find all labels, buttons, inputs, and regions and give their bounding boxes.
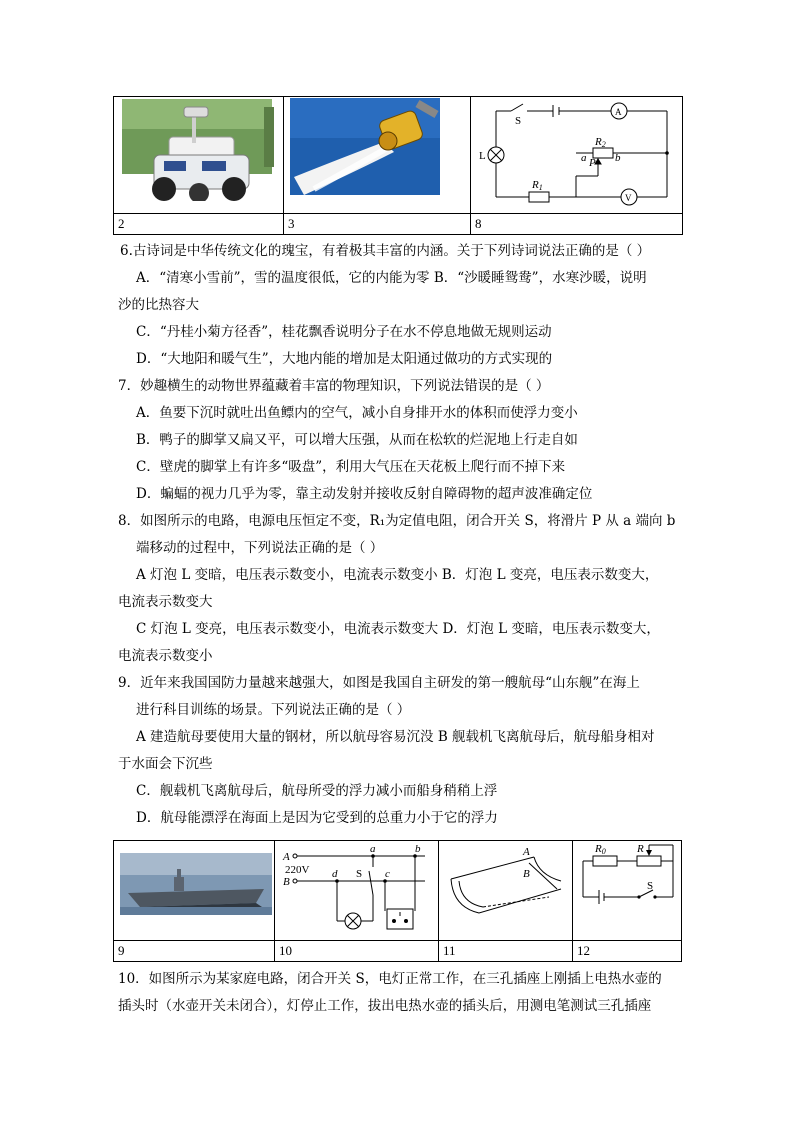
caption-9: 9: [114, 941, 275, 962]
question-9-stem-cont: 进行科目训练的场景。下列说法正确的是（ ）: [136, 702, 411, 718]
question-9-option-a-b: A 建造航母要使用大量的钢材，所以航母容易沉没 B 舰载机飞离航母后，航母船身相对: [136, 729, 655, 745]
trough-diagram-11: [439, 841, 572, 940]
question-7-option-b: B．鸭子的脚掌又扁又平，可以增大压强，从而在松软的烂泥地上行走自如: [136, 432, 578, 448]
switch-s12-label: S: [647, 880, 654, 892]
question-9-option-b-cont: 于水面会下沉些: [118, 756, 213, 772]
figure-table-top: [113, 96, 683, 235]
r0-label: R0: [595, 843, 606, 856]
question-6-option-b-cont: 沙的比热容大: [118, 297, 199, 313]
switch-label: S: [515, 115, 522, 127]
caption-3: 3: [284, 214, 471, 235]
question-8-stem-cont: 端移动的过程中，下列说法正确的是（ ）: [136, 540, 384, 556]
r1-label: R1: [532, 179, 543, 192]
figure-table-bottom: [113, 840, 682, 962]
caption-11: 11: [439, 941, 573, 962]
question-6-option-a-b: A．“清寒小雪前”，雪的温度很低，它的内能为零 B．“沙暖睡鸳鸯”，水寒沙暖，说明: [136, 270, 647, 286]
question-6-option-d: D．“大地阳和暖气生”，大地内能的增加是太阳通过做功的方式实现的: [136, 351, 553, 367]
terminal-b-label: B: [283, 876, 290, 888]
figure-cell-9: [114, 841, 275, 941]
question-7-option-c: C．壁虎的脚掌上有许多“吸盘”，利用大气压在天花板上爬行而不掉下来: [136, 459, 566, 475]
slider-p-label: P: [589, 157, 596, 169]
r2-label: R2: [595, 136, 606, 149]
question-7-option-d: D．蝙蝠的视力几乎为零，靠主动发射并接收反射自障碍物的超声波准确定位: [136, 486, 593, 502]
switch-s-label: S: [356, 868, 363, 880]
question-6-option-c: C．“丹桂小菊方径香”，桂花飘香说明分子在水不停息地做无规则运动: [136, 324, 552, 340]
caption-12: 12: [573, 941, 682, 962]
circuit-diagram-10: [275, 841, 438, 940]
caption-10: 10: [275, 941, 439, 962]
end-b-label: b: [615, 152, 621, 164]
point-c-label: c: [385, 868, 390, 880]
question-10-stem: 10．如图所示为某家庭电路，闭合开关 S，电灯正常工作，在三孔插座上刚插上电热水壶的: [118, 971, 662, 987]
figure-cell-2: [114, 97, 284, 214]
question-8-option-d-cont: 电流表示数变小: [118, 648, 213, 664]
point-a-label: a: [370, 843, 376, 855]
question-9-option-c: C．舰载机飞离航母后，航母所受的浮力减小而船身稍稍上浮: [136, 783, 498, 799]
caption-8: 8: [471, 214, 683, 235]
question-8-option-c-d: C 灯泡 L 变亮，电压表示数变小，电流表示数变大 D．灯泡 L 变暗，电压表示数变大，: [136, 621, 660, 637]
r-label: R: [637, 843, 644, 855]
caption-2: 2: [114, 214, 284, 235]
question-8-stem: 8．如图所示的电路，电源电压恒定不变，R₁为定值电阻，闭合开关 S，将滑片 P 从 a 端向 b: [118, 513, 676, 529]
figure-cell-12: [573, 841, 682, 941]
spray-cannon-image: [284, 97, 470, 213]
question-9-stem: 9．近年来我国国防力量越来越强大，如图是我国自主研发的第一艘航母“山东舰”在海上: [118, 675, 640, 691]
question-6-stem: 6.古诗词是中华传统文化的瑰宝，有着极其丰富的内涵。关于下列诗词说法正确的是（ ）: [120, 243, 651, 259]
question-10-stem-cont: 插头时（水壶开关未闭合），灯停止工作，拔出电热水壶的插头后，用测电笔测试三孔插座: [118, 998, 652, 1014]
aircraft-carrier-image: [114, 841, 274, 940]
question-9-option-d: D．航母能漂浮在海面上是因为它受到的总重力小于它的浮力: [136, 810, 498, 826]
question-7-option-a: A．鱼要下沉时就吐出鱼鳔内的空气，减小自身排开水的体积而使浮力变小: [136, 405, 578, 421]
circuit-diagram-8: [471, 97, 682, 213]
point-d-label: d: [332, 868, 338, 880]
question-8-option-a-b: A 灯泡 L 变暗，电压表示数变小，电流表示数变小 B．灯泡 L 变亮，电压表示数变大，: [136, 567, 659, 583]
question-8-option-b-cont: 电流表示数变大: [118, 594, 213, 610]
question-7-stem: 7．妙趣横生的动物世界蕴藏着丰富的物理知识，下列说法错误的是（ ）: [118, 378, 550, 394]
point-b-label: b: [415, 843, 421, 855]
figure-cell-3: [284, 97, 471, 214]
point-a11-label: A: [523, 846, 530, 858]
circuit-diagram-12: [573, 841, 681, 940]
voltage-label: 220V: [285, 864, 310, 876]
point-b11-label: B: [523, 868, 530, 880]
figure-cell-11: [439, 841, 573, 941]
lamp-label: L: [479, 150, 486, 162]
ammeter-label: A: [615, 107, 622, 117]
terminal-a-label: A: [283, 851, 290, 863]
figure-cell-8: [471, 97, 683, 214]
end-a-label: a: [581, 152, 587, 164]
voltmeter-label: V: [625, 193, 632, 203]
figure-cell-10: [275, 841, 439, 941]
robot-image: [114, 97, 283, 213]
